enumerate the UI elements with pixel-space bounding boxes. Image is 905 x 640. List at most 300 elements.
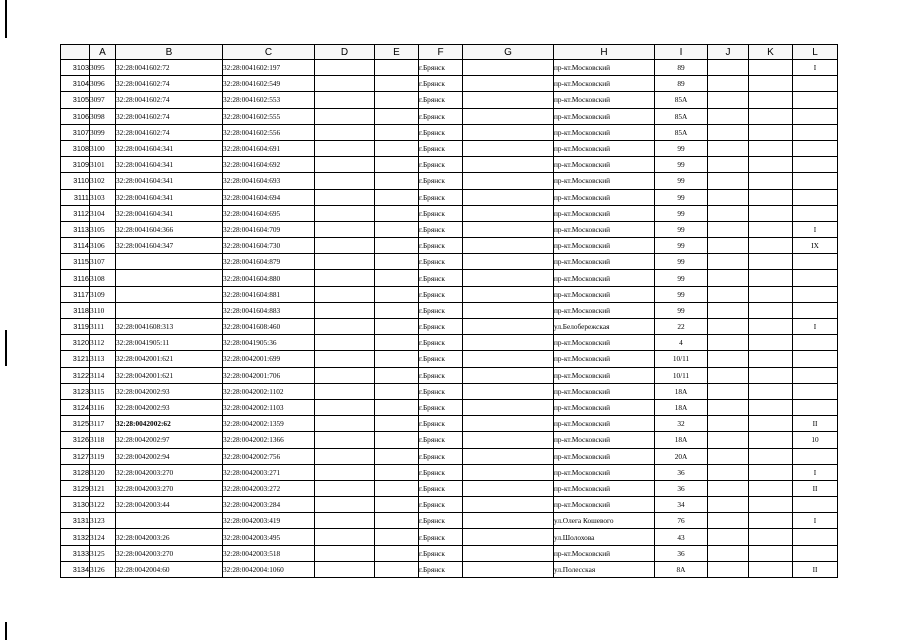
cell-b[interactable]: 32:28:0041604:347 [116,238,223,254]
cell-h[interactable]: пр-кт.Московский [554,157,655,173]
row-number-cell[interactable]: 3125 [61,416,90,432]
cell-f[interactable]: г.Брянск [419,254,463,270]
cell-a[interactable]: 3106 [90,238,116,254]
cell-l[interactable]: I [793,319,838,335]
row-number-cell[interactable]: 3107 [61,124,90,140]
row-number-cell[interactable]: 3128 [61,464,90,480]
cell-b[interactable]: 32:28:0042002:94 [116,448,223,464]
column-header-e[interactable]: E [375,45,419,60]
cell-d[interactable] [315,140,375,156]
cell-c[interactable]: 32:28:0041602:197 [223,60,315,76]
cell-k[interactable] [749,189,793,205]
row-number-cell[interactable]: 3116 [61,270,90,286]
cell-l[interactable] [793,286,838,302]
cell-k[interactable] [749,335,793,351]
cell-b[interactable]: 32:28:0041602:74 [116,76,223,92]
cell-i[interactable]: 76 [655,513,708,529]
cell-h[interactable]: пр-кт.Московский [554,254,655,270]
cell-g[interactable] [463,545,554,561]
cell-i[interactable]: 22 [655,319,708,335]
cell-d[interactable] [315,254,375,270]
cell-g[interactable] [463,513,554,529]
cell-k[interactable] [749,319,793,335]
cell-k[interactable] [749,383,793,399]
cell-f[interactable]: г.Брянск [419,561,463,577]
cell-i[interactable]: 99 [655,254,708,270]
cell-a[interactable]: 3118 [90,432,116,448]
cell-g[interactable] [463,302,554,318]
corner-header-cell[interactable] [61,45,90,60]
cell-e[interactable] [375,448,419,464]
cell-e[interactable] [375,221,419,237]
cell-k[interactable] [749,432,793,448]
cell-e[interactable] [375,302,419,318]
cell-i[interactable]: 18А [655,399,708,415]
cell-b[interactable]: 32:28:0042002:93 [116,399,223,415]
row-number-cell[interactable]: 3105 [61,92,90,108]
cell-d[interactable] [315,432,375,448]
cell-c[interactable]: 32:28:0041604:694 [223,189,315,205]
cell-l[interactable] [793,270,838,286]
cell-d[interactable] [315,497,375,513]
cell-i[interactable]: 85А [655,108,708,124]
cell-j[interactable] [708,561,749,577]
cell-l[interactable] [793,399,838,415]
cell-b[interactable]: 32:28:0041604:341 [116,140,223,156]
cell-d[interactable] [315,351,375,367]
column-header-j[interactable]: J [708,45,749,60]
cell-b[interactable]: 32:28:0041604:341 [116,157,223,173]
cell-c[interactable]: 32:28:0042002:756 [223,448,315,464]
cell-c[interactable]: 32:28:0042001:699 [223,351,315,367]
cell-e[interactable] [375,432,419,448]
row-number-cell[interactable]: 3132 [61,529,90,545]
cell-c[interactable]: 32:28:0042003:495 [223,529,315,545]
cell-j[interactable] [708,416,749,432]
cell-a[interactable]: 3116 [90,399,116,415]
cell-b[interactable]: 32:28:0041602:72 [116,60,223,76]
row-number-cell[interactable]: 3120 [61,335,90,351]
cell-b[interactable] [116,513,223,529]
cell-k[interactable] [749,561,793,577]
cell-h[interactable]: ул.Полесская [554,561,655,577]
cell-b[interactable]: 32:28:0041602:74 [116,92,223,108]
cell-g[interactable] [463,189,554,205]
cell-g[interactable] [463,140,554,156]
cell-d[interactable] [315,399,375,415]
cell-k[interactable] [749,351,793,367]
cell-f[interactable]: г.Брянск [419,416,463,432]
cell-b[interactable]: 32:28:0042003:44 [116,497,223,513]
cell-k[interactable] [749,205,793,221]
cell-l[interactable] [793,497,838,513]
column-header-i[interactable]: I [655,45,708,60]
row-number-cell[interactable]: 3127 [61,448,90,464]
cell-a[interactable]: 3126 [90,561,116,577]
cell-h[interactable]: пр-кт.Московский [554,221,655,237]
cell-f[interactable]: г.Брянск [419,108,463,124]
cell-h[interactable]: пр-кт.Московский [554,416,655,432]
cell-l[interactable] [793,367,838,383]
row-number-cell[interactable]: 3133 [61,545,90,561]
cell-e[interactable] [375,529,419,545]
cell-c[interactable]: 32:28:0041604:883 [223,302,315,318]
cell-l[interactable] [793,545,838,561]
cell-d[interactable] [315,416,375,432]
cell-h[interactable]: пр-кт.Московский [554,76,655,92]
cell-b[interactable]: 32:28:0042003:270 [116,464,223,480]
cell-j[interactable] [708,335,749,351]
cell-j[interactable] [708,529,749,545]
row-number-cell[interactable]: 3108 [61,140,90,156]
cell-h[interactable]: пр-кт.Московский [554,205,655,221]
cell-a[interactable]: 3103 [90,189,116,205]
cell-a[interactable]: 3120 [90,464,116,480]
cell-a[interactable]: 3123 [90,513,116,529]
cell-h[interactable]: пр-кт.Московский [554,238,655,254]
cell-f[interactable]: г.Брянск [419,497,463,513]
cell-f[interactable]: г.Брянск [419,189,463,205]
cell-h[interactable]: пр-кт.Московский [554,108,655,124]
cell-i[interactable]: 99 [655,286,708,302]
cell-f[interactable]: г.Брянск [419,92,463,108]
cell-g[interactable] [463,238,554,254]
cell-k[interactable] [749,464,793,480]
cell-c[interactable]: 32:28:0041602:553 [223,92,315,108]
cell-e[interactable] [375,367,419,383]
cell-c[interactable]: 32:28:0041604:692 [223,157,315,173]
cell-g[interactable] [463,561,554,577]
cell-k[interactable] [749,76,793,92]
cell-c[interactable]: 32:28:0041604:693 [223,173,315,189]
cell-e[interactable] [375,124,419,140]
cell-i[interactable]: 36 [655,464,708,480]
cell-d[interactable] [315,367,375,383]
cell-g[interactable] [463,399,554,415]
cell-i[interactable]: 99 [655,157,708,173]
cell-e[interactable] [375,383,419,399]
cell-k[interactable] [749,92,793,108]
cell-g[interactable] [463,124,554,140]
cell-a[interactable]: 3108 [90,270,116,286]
row-number-cell[interactable]: 3113 [61,221,90,237]
cell-k[interactable] [749,367,793,383]
cell-k[interactable] [749,286,793,302]
cell-c[interactable]: 32:28:0041604:691 [223,140,315,156]
cell-h[interactable]: пр-кт.Московский [554,399,655,415]
row-number-cell[interactable]: 3112 [61,205,90,221]
cell-c[interactable]: 32:28:0042001:706 [223,367,315,383]
cell-f[interactable]: г.Брянск [419,399,463,415]
cell-h[interactable]: пр-кт.Московский [554,286,655,302]
cell-e[interactable] [375,351,419,367]
cell-i[interactable]: 89 [655,76,708,92]
cell-k[interactable] [749,124,793,140]
cell-b[interactable]: 32:28:0042002:93 [116,383,223,399]
cell-f[interactable]: г.Брянск [419,480,463,496]
cell-j[interactable] [708,399,749,415]
cell-f[interactable]: г.Брянск [419,319,463,335]
cell-e[interactable] [375,497,419,513]
cell-l[interactable]: IX [793,238,838,254]
cell-f[interactable]: г.Брянск [419,238,463,254]
cell-g[interactable] [463,319,554,335]
cell-k[interactable] [749,497,793,513]
cell-c[interactable]: 32:28:0041604:695 [223,205,315,221]
cell-h[interactable]: пр-кт.Московский [554,189,655,205]
cell-c[interactable]: 32:28:0042003:419 [223,513,315,529]
cell-h[interactable]: пр-кт.Московский [554,351,655,367]
cell-e[interactable] [375,464,419,480]
cell-e[interactable] [375,561,419,577]
cell-d[interactable] [315,238,375,254]
cell-d[interactable] [315,173,375,189]
cell-i[interactable]: 99 [655,140,708,156]
cell-c[interactable]: 32:28:0041604:730 [223,238,315,254]
cell-l[interactable] [793,448,838,464]
cell-e[interactable] [375,399,419,415]
cell-l[interactable] [793,173,838,189]
cell-d[interactable] [315,383,375,399]
cell-k[interactable] [749,157,793,173]
row-number-cell[interactable]: 3109 [61,157,90,173]
cell-f[interactable]: г.Брянск [419,432,463,448]
cell-f[interactable]: г.Брянск [419,335,463,351]
row-number-cell[interactable]: 3130 [61,497,90,513]
cell-a[interactable]: 3114 [90,367,116,383]
cell-b[interactable]: 32:28:0042001:621 [116,351,223,367]
row-number-cell[interactable]: 3129 [61,480,90,496]
cell-g[interactable] [463,432,554,448]
cell-a[interactable]: 3098 [90,108,116,124]
cell-a[interactable]: 3105 [90,221,116,237]
cell-f[interactable]: г.Брянск [419,448,463,464]
cell-j[interactable] [708,60,749,76]
cell-l[interactable]: II [793,561,838,577]
cell-l[interactable] [793,205,838,221]
cell-j[interactable] [708,238,749,254]
cell-a[interactable]: 3124 [90,529,116,545]
cell-d[interactable] [315,448,375,464]
cell-l[interactable] [793,302,838,318]
cell-h[interactable]: пр-кт.Московский [554,383,655,399]
row-number-cell[interactable]: 3124 [61,399,90,415]
cell-i[interactable]: 99 [655,270,708,286]
cell-a[interactable]: 3121 [90,480,116,496]
cell-g[interactable] [463,416,554,432]
column-header-b[interactable]: B [116,45,223,60]
cell-b[interactable]: 32:28:0041604:341 [116,189,223,205]
cell-i[interactable]: 10/11 [655,351,708,367]
cell-j[interactable] [708,448,749,464]
cell-d[interactable] [315,270,375,286]
cell-j[interactable] [708,108,749,124]
row-number-cell[interactable]: 3103 [61,60,90,76]
cell-l[interactable] [793,351,838,367]
cell-j[interactable] [708,173,749,189]
cell-e[interactable] [375,319,419,335]
cell-a[interactable]: 3122 [90,497,116,513]
row-number-cell[interactable]: 3121 [61,351,90,367]
cell-j[interactable] [708,189,749,205]
cell-d[interactable] [315,76,375,92]
cell-l[interactable]: 10 [793,432,838,448]
cell-c[interactable]: 32:28:0041602:556 [223,124,315,140]
cell-d[interactable] [315,464,375,480]
cell-h[interactable]: пр-кт.Московский [554,124,655,140]
column-header-d[interactable]: D [315,45,375,60]
cell-j[interactable] [708,513,749,529]
cell-d[interactable] [315,60,375,76]
cell-d[interactable] [315,124,375,140]
cell-i[interactable]: 99 [655,173,708,189]
cell-h[interactable]: пр-кт.Московский [554,545,655,561]
cell-g[interactable] [463,464,554,480]
cell-e[interactable] [375,416,419,432]
cell-k[interactable] [749,108,793,124]
cell-e[interactable] [375,92,419,108]
cell-j[interactable] [708,254,749,270]
cell-h[interactable]: пр-кт.Московский [554,464,655,480]
cell-f[interactable]: г.Брянск [419,270,463,286]
cell-i[interactable]: 89 [655,60,708,76]
cell-g[interactable] [463,529,554,545]
cell-i[interactable]: 85А [655,124,708,140]
cell-f[interactable]: г.Брянск [419,76,463,92]
cell-i[interactable]: 36 [655,545,708,561]
cell-i[interactable]: 99 [655,205,708,221]
cell-f[interactable]: г.Брянск [419,302,463,318]
cell-d[interactable] [315,335,375,351]
cell-j[interactable] [708,464,749,480]
cell-l[interactable]: I [793,464,838,480]
cell-h[interactable]: ул.Шолохова [554,529,655,545]
cell-k[interactable] [749,448,793,464]
cell-d[interactable] [315,529,375,545]
row-number-cell[interactable]: 3122 [61,367,90,383]
cell-k[interactable] [749,254,793,270]
cell-a[interactable]: 3109 [90,286,116,302]
cell-j[interactable] [708,351,749,367]
cell-g[interactable] [463,157,554,173]
row-number-cell[interactable]: 3104 [61,76,90,92]
cell-f[interactable]: г.Брянск [419,383,463,399]
cell-k[interactable] [749,513,793,529]
cell-l[interactable] [793,157,838,173]
cell-b[interactable]: 32:28:0042004:60 [116,561,223,577]
cell-e[interactable] [375,189,419,205]
cell-a[interactable]: 3119 [90,448,116,464]
cell-b[interactable]: 32:28:0041604:341 [116,205,223,221]
cell-l[interactable] [793,108,838,124]
cell-j[interactable] [708,270,749,286]
cell-h[interactable]: пр-кт.Московский [554,480,655,496]
cell-h[interactable]: пр-кт.Московский [554,60,655,76]
cell-h[interactable]: пр-кт.Московский [554,335,655,351]
cell-h[interactable]: ул.Олега Кошевого [554,513,655,529]
cell-h[interactable]: пр-кт.Московский [554,367,655,383]
cell-c[interactable]: 32:28:0042003:271 [223,464,315,480]
cell-d[interactable] [315,286,375,302]
cell-d[interactable] [315,221,375,237]
cell-k[interactable] [749,302,793,318]
cell-c[interactable]: 32:28:0042004:1060 [223,561,315,577]
cell-l[interactable] [793,383,838,399]
cell-e[interactable] [375,76,419,92]
cell-b[interactable]: 32:28:0042001:621 [116,367,223,383]
column-header-k[interactable]: K [749,45,793,60]
cell-c[interactable]: 32:28:0041608:460 [223,319,315,335]
cell-i[interactable]: 43 [655,529,708,545]
cell-l[interactable]: I [793,221,838,237]
cell-f[interactable]: г.Брянск [419,351,463,367]
cell-g[interactable] [463,60,554,76]
cell-h[interactable]: пр-кт.Московский [554,92,655,108]
cell-l[interactable]: II [793,416,838,432]
column-header-c[interactable]: C [223,45,315,60]
cell-d[interactable] [315,561,375,577]
cell-a[interactable]: 3125 [90,545,116,561]
column-header-l[interactable]: L [793,45,838,60]
cell-i[interactable]: 4 [655,335,708,351]
cell-k[interactable] [749,480,793,496]
cell-k[interactable] [749,545,793,561]
cell-f[interactable]: г.Брянск [419,545,463,561]
cell-h[interactable]: пр-кт.Московский [554,432,655,448]
row-number-cell[interactable]: 3118 [61,302,90,318]
cell-h[interactable]: пр-кт.Московский [554,270,655,286]
cell-i[interactable]: 18А [655,432,708,448]
cell-d[interactable] [315,157,375,173]
cell-e[interactable] [375,254,419,270]
cell-e[interactable] [375,108,419,124]
cell-i[interactable]: 99 [655,221,708,237]
cell-k[interactable] [749,399,793,415]
cell-l[interactable] [793,124,838,140]
cell-f[interactable]: г.Брянск [419,513,463,529]
cell-a[interactable]: 3096 [90,76,116,92]
row-number-cell[interactable]: 3111 [61,189,90,205]
cell-e[interactable] [375,157,419,173]
cell-a[interactable]: 3107 [90,254,116,270]
cell-l[interactable] [793,189,838,205]
cell-c[interactable]: 32:28:0041604:881 [223,286,315,302]
row-number-cell[interactable]: 3115 [61,254,90,270]
cell-l[interactable] [793,335,838,351]
row-number-cell[interactable]: 3123 [61,383,90,399]
column-header-g[interactable]: G [463,45,554,60]
cell-j[interactable] [708,92,749,108]
cell-i[interactable]: 18А [655,383,708,399]
cell-e[interactable] [375,238,419,254]
cell-b[interactable] [116,254,223,270]
cell-a[interactable]: 3111 [90,319,116,335]
cell-e[interactable] [375,173,419,189]
cell-b[interactable] [116,286,223,302]
cell-l[interactable]: II [793,480,838,496]
cell-c[interactable]: 32:28:0042002:1102 [223,383,315,399]
cell-g[interactable] [463,351,554,367]
cell-f[interactable]: г.Брянск [419,464,463,480]
cell-j[interactable] [708,221,749,237]
row-number-cell[interactable]: 3119 [61,319,90,335]
cell-j[interactable] [708,124,749,140]
cell-a[interactable]: 3115 [90,383,116,399]
cell-c[interactable]: 32:28:0041604:879 [223,254,315,270]
cell-a[interactable]: 3097 [90,92,116,108]
cell-d[interactable] [315,92,375,108]
cell-e[interactable] [375,480,419,496]
